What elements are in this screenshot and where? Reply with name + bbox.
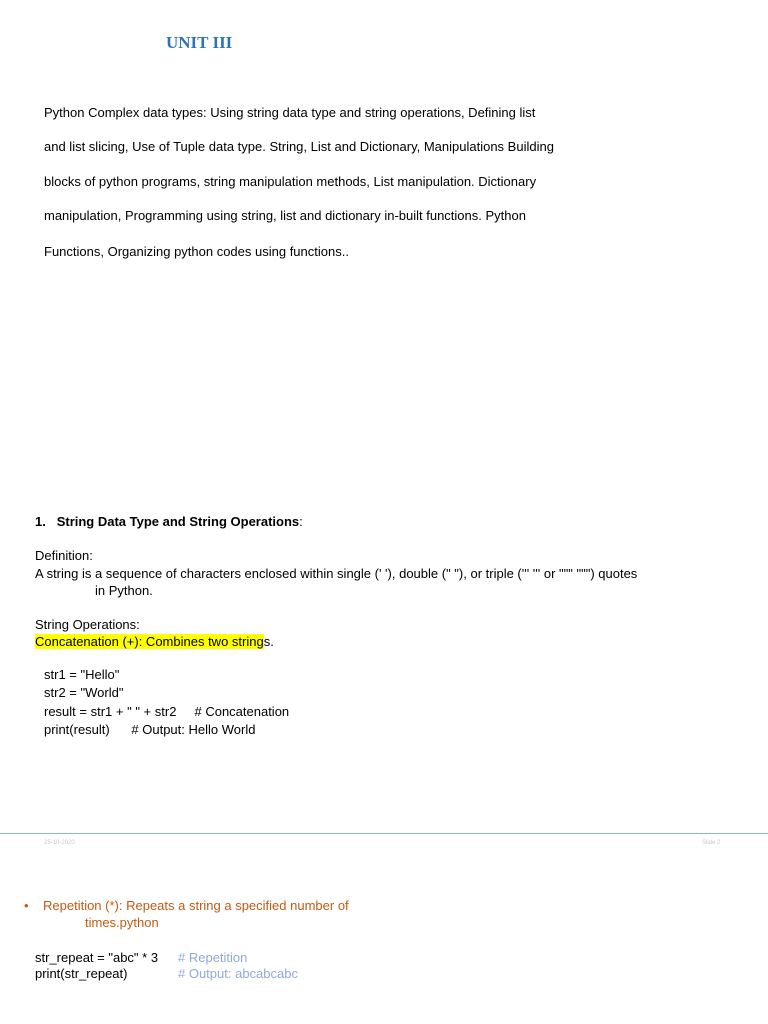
syllabus-line: and list slicing, Use of Tuple data type. String, List and Dictionary, Manipulations Building xyxy=(44,139,554,154)
syllabus-line: Functions, Organizing python codes using functions.. xyxy=(44,244,349,259)
code-line: print(result) # Output: Hello World xyxy=(44,722,256,737)
repetition-line1: Repetition (*): Repeats a string a specified number of xyxy=(43,898,349,913)
section-number: 1. xyxy=(35,514,46,529)
definition-label: Definition: xyxy=(35,548,93,563)
repetition-line2: times.python xyxy=(85,915,159,930)
operations-label: String Operations: xyxy=(35,617,140,632)
concatenation-highlight: Concatenation (+): Combines two string xyxy=(35,634,264,649)
code-line: str2 = "World" xyxy=(44,685,124,700)
section-heading-suffix: : xyxy=(299,514,303,529)
syllabus-line: Python Complex data types: Using string data type and string operations, Defining list xyxy=(44,105,536,120)
syllabus-line: blocks of python programs, string manipulation methods, List manipulation. Dictionary xyxy=(44,174,537,189)
section-heading-text: String Data Type and String Operations xyxy=(56,514,300,529)
concatenation-line xyxy=(35,634,274,650)
definition-text-line2: in Python. xyxy=(95,583,153,598)
code-comment: # Repetition xyxy=(178,950,248,965)
concatenation-rest: s. xyxy=(263,634,274,649)
footer-slide-number: Slide 2 xyxy=(702,840,721,846)
definition-text-line1: A string is a sequence of characters enclosed within single (' '), double (" "), or triple (''' ''' or """ """) quotes xyxy=(35,566,638,581)
slide-divider xyxy=(0,833,768,834)
code-comment: # Output: abcabcabc xyxy=(178,966,298,981)
bullet-icon: • xyxy=(24,898,29,913)
code-line: str_repeat = "abc" * 3 xyxy=(35,950,159,965)
syllabus-line: manipulation, Programming using string, list and dictionary in-built functions. Python xyxy=(44,208,526,223)
section-heading xyxy=(35,514,303,529)
footer-date: 25-10-2020 xyxy=(44,840,75,846)
unit-title: UNIT III xyxy=(166,33,233,52)
code-line: print(str_repeat) xyxy=(35,966,128,981)
code-line: str1 = "Hello" xyxy=(44,667,120,682)
code-line: result = str1 + " " + str2 # Concatenation xyxy=(44,704,290,719)
